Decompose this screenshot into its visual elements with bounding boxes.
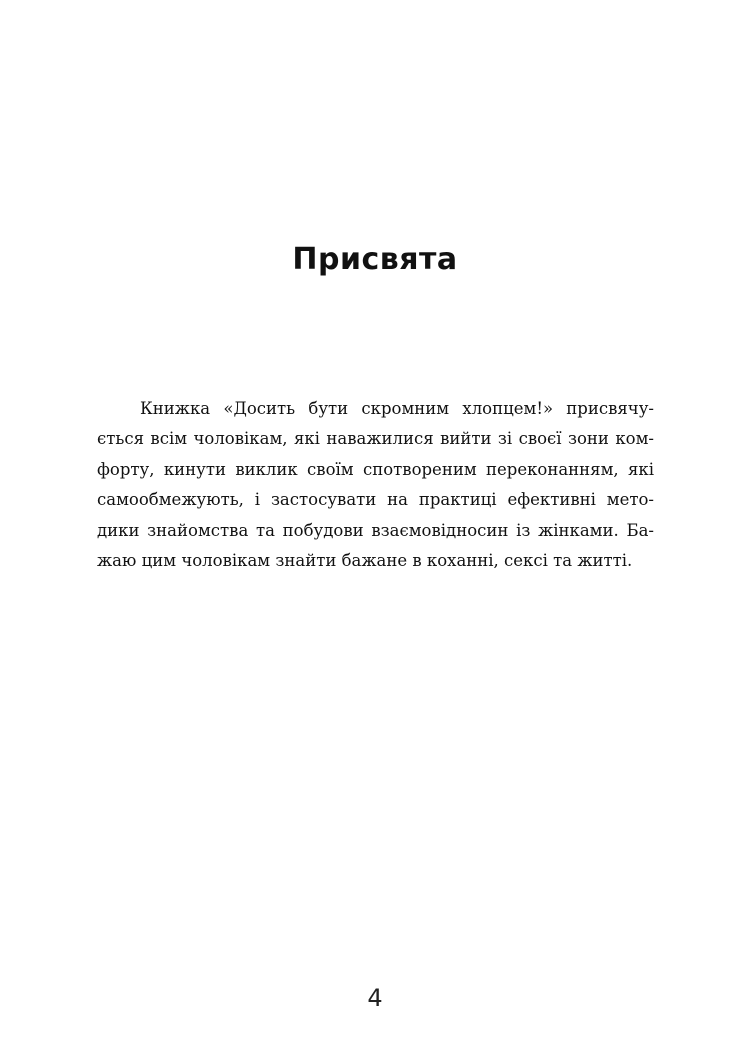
page-number: 4: [367, 984, 383, 1012]
dedication-paragraph: [97, 394, 654, 576]
page-title: Присвята: [292, 242, 458, 277]
paragraph-line: ється всім чоловікам, які наважилися вийти зі своєї зони ком-: [97, 429, 654, 449]
paragraph-line: жаю цим чоловікам знайти бажане в коханні, сексі та житті.: [97, 551, 633, 571]
paragraph-line: самообмежують, і застосувати на практиці ефективні мето-: [97, 490, 654, 510]
paragraph-line: Книжка «Досить бути скромним хлопцем!» присвячу-: [140, 399, 654, 418]
paragraph-line: форту, кинути виклик своїм спотвореним переконанням, які: [97, 459, 654, 479]
paragraph-line: дики знайомства та побудови взаємовідносин із жінками. Ба-: [97, 520, 654, 540]
